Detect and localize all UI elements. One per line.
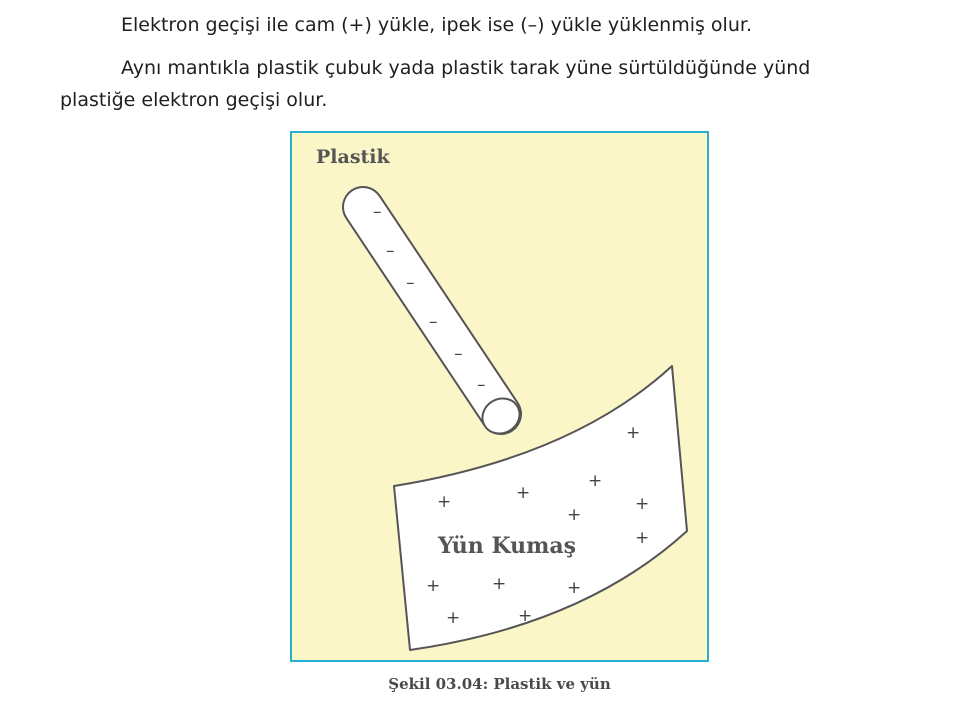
- cloth-charge: +: [635, 528, 650, 548]
- rod-charge: –: [429, 312, 438, 332]
- rod-charge: –: [477, 375, 486, 395]
- rod-charge: –: [386, 241, 395, 261]
- cloth-charge: +: [426, 576, 441, 596]
- paragraph-1: Elektron geçişi ile cam (+) yükle, ipek ise (–) yükle yüklenmiş olur.: [121, 14, 752, 36]
- cloth-charge: +: [588, 471, 603, 491]
- cloth-charge: +: [492, 574, 507, 594]
- cloth-charge: +: [567, 505, 582, 525]
- rod-charge: –: [454, 344, 463, 364]
- cloth-charge: +: [567, 578, 582, 598]
- paragraph-2-line-2: plastiğe elektron geçişi olur.: [60, 89, 328, 111]
- cloth-charge: +: [635, 494, 650, 514]
- rod-charge: –: [406, 273, 415, 293]
- rod-charge: –: [373, 202, 382, 222]
- figure-plastic-and-wool: [290, 131, 709, 662]
- cloth-charge: +: [516, 483, 531, 503]
- cloth-charge: +: [446, 608, 461, 628]
- paragraph-2-line-1: Aynı mantıkla plastik çubuk yada plastik tarak yüne sürtüldüğünde yünd: [121, 57, 811, 79]
- figure-caption: Şekil 03.04: Plastik ve yün: [388, 675, 611, 693]
- cloth-charge: +: [518, 606, 533, 626]
- rod-label: Plastik: [316, 146, 390, 168]
- cloth-label: Yün Kumaş: [438, 533, 576, 559]
- figure-illustration: [292, 133, 711, 664]
- cloth-charge: +: [437, 492, 452, 512]
- cloth-charge: +: [626, 423, 641, 443]
